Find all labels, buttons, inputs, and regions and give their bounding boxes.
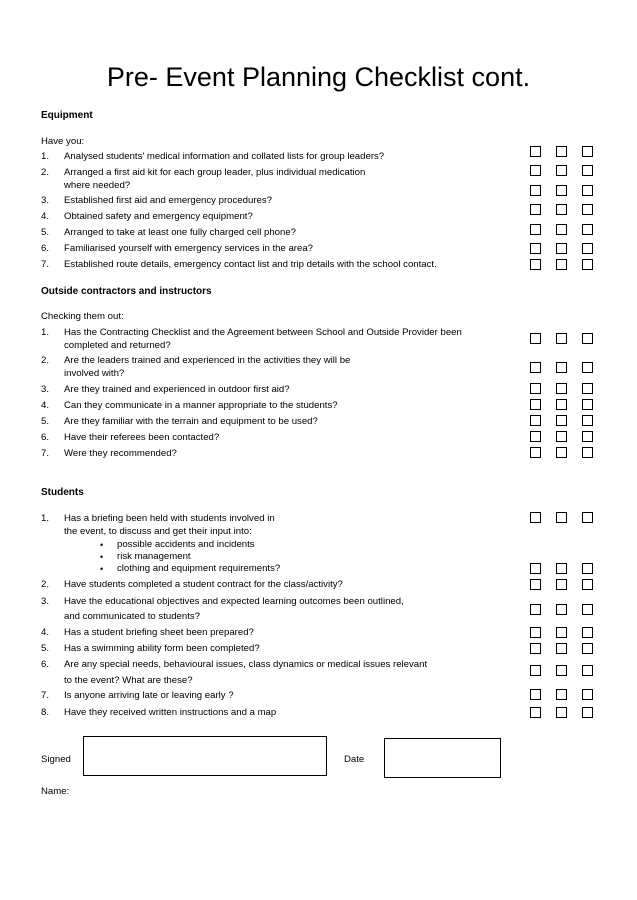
checklist-item-text: Are any special needs, behavioural issues, class dynamics or medical issues relevant <box>64 659 428 670</box>
checklist-item-text: Have students completed a student contract for the class/activity? <box>64 579 343 590</box>
checkbox[interactable] <box>556 627 567 638</box>
checkbox[interactable] <box>556 243 567 254</box>
checkbox[interactable] <box>582 399 593 410</box>
checkbox[interactable] <box>530 333 541 344</box>
bullet-icon: • <box>100 564 104 574</box>
checkbox[interactable] <box>582 431 593 442</box>
item-number: 3. <box>41 596 50 607</box>
item-number: 7. <box>41 448 50 459</box>
checkbox[interactable] <box>530 383 541 394</box>
checkbox[interactable] <box>556 146 567 157</box>
item-number: 2. <box>41 355 50 366</box>
checkbox[interactable] <box>582 447 593 458</box>
checkbox[interactable] <box>530 224 541 235</box>
checkbox[interactable] <box>556 431 567 442</box>
checkbox[interactable] <box>530 447 541 458</box>
item-number: 4. <box>41 400 50 411</box>
checkbox[interactable] <box>582 643 593 654</box>
checklist-item-text: Has a briefing been held with students involved in <box>64 513 275 524</box>
checklist-item-text: Arranged to take at least one fully charged cell phone? <box>64 227 297 238</box>
checkbox[interactable] <box>556 259 567 270</box>
checkbox[interactable] <box>582 415 593 426</box>
checkbox[interactable] <box>530 604 541 615</box>
checkbox[interactable] <box>582 665 593 676</box>
checkbox[interactable] <box>530 665 541 676</box>
checkbox[interactable] <box>582 707 593 718</box>
checklist-item-text: Has a swimming ability form been completed? <box>64 643 260 654</box>
item-number: 5. <box>41 227 50 238</box>
section-heading-students: Students <box>41 487 84 498</box>
checklist-item-text: Arranged a first aid kit for each group leader, plus individual medication <box>64 167 366 178</box>
item-number: 5. <box>41 416 50 427</box>
checkbox[interactable] <box>582 604 593 615</box>
item-number: 6. <box>41 432 50 443</box>
item-number: 4. <box>41 627 50 638</box>
checkbox[interactable] <box>530 627 541 638</box>
bullet-item: risk management <box>117 551 191 562</box>
checkbox[interactable] <box>530 362 541 373</box>
item-number: 5. <box>41 643 50 654</box>
checkbox[interactable] <box>556 415 567 426</box>
checklist-item-text: Analysed students’ medical information and collated lists for group leaders? <box>64 151 385 162</box>
signed-label: Signed <box>41 754 71 765</box>
checklist-item-text: Have their referees been contacted? <box>64 432 220 443</box>
checkbox[interactable] <box>556 665 567 676</box>
checkbox[interactable] <box>556 563 567 574</box>
checkbox[interactable] <box>556 224 567 235</box>
checkbox[interactable] <box>582 689 593 700</box>
checkbox[interactable] <box>530 689 541 700</box>
checklist-item-text: Are the leaders trained and experienced in the activities they will be <box>64 355 351 366</box>
checkbox[interactable] <box>556 643 567 654</box>
checklist-item-text: completed and returned? <box>64 340 171 351</box>
item-number: 3. <box>41 384 50 395</box>
bullet-icon: • <box>100 540 104 550</box>
checkbox[interactable] <box>582 579 593 590</box>
checkbox[interactable] <box>582 185 593 196</box>
checklist-item-text: Have the educational objectives and expected learning outcomes been outlined, <box>64 596 404 607</box>
checkbox[interactable] <box>582 165 593 176</box>
checkbox[interactable] <box>582 383 593 394</box>
checklist-item-text: and communicated to students? <box>64 611 200 622</box>
checkbox[interactable] <box>556 512 567 523</box>
checkbox[interactable] <box>556 399 567 410</box>
checklist-item-text: Is anyone arriving late or leaving early ? <box>64 690 234 701</box>
checkbox[interactable] <box>530 259 541 270</box>
checkbox[interactable] <box>556 579 567 590</box>
section-heading-contractors: Outside contractors and instructors <box>41 286 212 297</box>
item-number: 1. <box>41 327 50 338</box>
checkbox[interactable] <box>582 243 593 254</box>
checklist-item-text: Established route details, emergency contact list and trip details with the school contact. <box>64 259 437 270</box>
item-number: 4. <box>41 211 50 222</box>
checkbox[interactable] <box>582 224 593 235</box>
checkbox[interactable] <box>582 204 593 215</box>
checkbox[interactable] <box>530 399 541 410</box>
checkbox[interactable] <box>530 563 541 574</box>
checkbox[interactable] <box>556 333 567 344</box>
checklist-item-text: the event, to discuss and get their input into: <box>64 526 252 537</box>
signature-box[interactable] <box>83 736 327 776</box>
item-number: 2. <box>41 579 50 590</box>
checklist-item-text: Has the Contracting Checklist and the Agreement between School and Outside Provider been <box>64 327 462 338</box>
item-number: 6. <box>41 243 50 254</box>
checkbox[interactable] <box>530 165 541 176</box>
checkbox[interactable] <box>556 165 567 176</box>
date-label: Date <box>344 754 365 765</box>
checklist-item-text: Established first aid and emergency procedures? <box>64 195 272 206</box>
checkbox[interactable] <box>556 383 567 394</box>
checklist-item-text: Can they communicate in a manner appropriate to the students? <box>64 400 338 411</box>
checklist-item-text: to the event? What are these? <box>64 675 193 686</box>
checkbox[interactable] <box>530 707 541 718</box>
item-number: 1. <box>41 151 50 162</box>
checkbox[interactable] <box>530 204 541 215</box>
section-heading-equipment: Equipment <box>41 110 93 121</box>
checklist-item-text: Has a student briefing sheet been prepared? <box>64 627 254 638</box>
item-number: 2. <box>41 167 50 178</box>
checklist-item-text: Are they familiar with the terrain and equipment to be used? <box>64 416 318 427</box>
item-number: 1. <box>41 513 50 524</box>
item-number: 7. <box>41 690 50 701</box>
checkbox[interactable] <box>582 333 593 344</box>
checkbox[interactable] <box>556 204 567 215</box>
item-number: 8. <box>41 707 50 718</box>
checkbox[interactable] <box>556 185 567 196</box>
checklist-item-text: Obtained safety and emergency equipment? <box>64 211 253 222</box>
checkbox[interactable] <box>530 415 541 426</box>
checkbox[interactable] <box>530 643 541 654</box>
page-title: Pre- Event Planning Checklist cont. <box>106 62 531 92</box>
checkbox[interactable] <box>556 707 567 718</box>
checklist-item-text: Were they recommended? <box>64 448 177 459</box>
checkbox[interactable] <box>530 431 541 442</box>
checklist-item-text: Are they trained and experienced in outdoor first aid? <box>64 384 290 395</box>
bullet-item: clothing and equipment requirements? <box>117 563 281 574</box>
checklist-item-text: Have they received written instructions and a map <box>64 707 277 718</box>
name-label: Name: <box>41 786 70 797</box>
checkbox[interactable] <box>530 243 541 254</box>
checkbox[interactable] <box>556 362 567 373</box>
item-number: 7. <box>41 259 50 270</box>
contractors-intro: Checking them out: <box>41 311 124 322</box>
checklist-item-text: involved with? <box>64 368 125 379</box>
date-box[interactable] <box>384 738 501 778</box>
checkbox[interactable] <box>582 512 593 523</box>
checkbox[interactable] <box>582 563 593 574</box>
checkbox[interactable] <box>582 146 593 157</box>
checkbox[interactable] <box>556 604 567 615</box>
checkbox[interactable] <box>530 579 541 590</box>
checkbox[interactable] <box>556 689 567 700</box>
checkbox[interactable] <box>582 362 593 373</box>
checkbox[interactable] <box>530 146 541 157</box>
bullet-icon: • <box>100 552 104 562</box>
item-number: 3. <box>41 195 50 206</box>
checkbox[interactable] <box>530 185 541 196</box>
checklist-item-text: Familiarised yourself with emergency services in the area? <box>64 243 314 254</box>
checkbox[interactable] <box>582 627 593 638</box>
item-number: 6. <box>41 659 50 670</box>
equipment-intro: Have you: <box>41 136 85 147</box>
checkbox[interactable] <box>582 259 593 270</box>
checklist-item-text: where needed? <box>64 180 131 191</box>
bullet-item: possible accidents and incidents <box>117 539 255 550</box>
checkbox[interactable] <box>530 512 541 523</box>
checkbox[interactable] <box>556 447 567 458</box>
